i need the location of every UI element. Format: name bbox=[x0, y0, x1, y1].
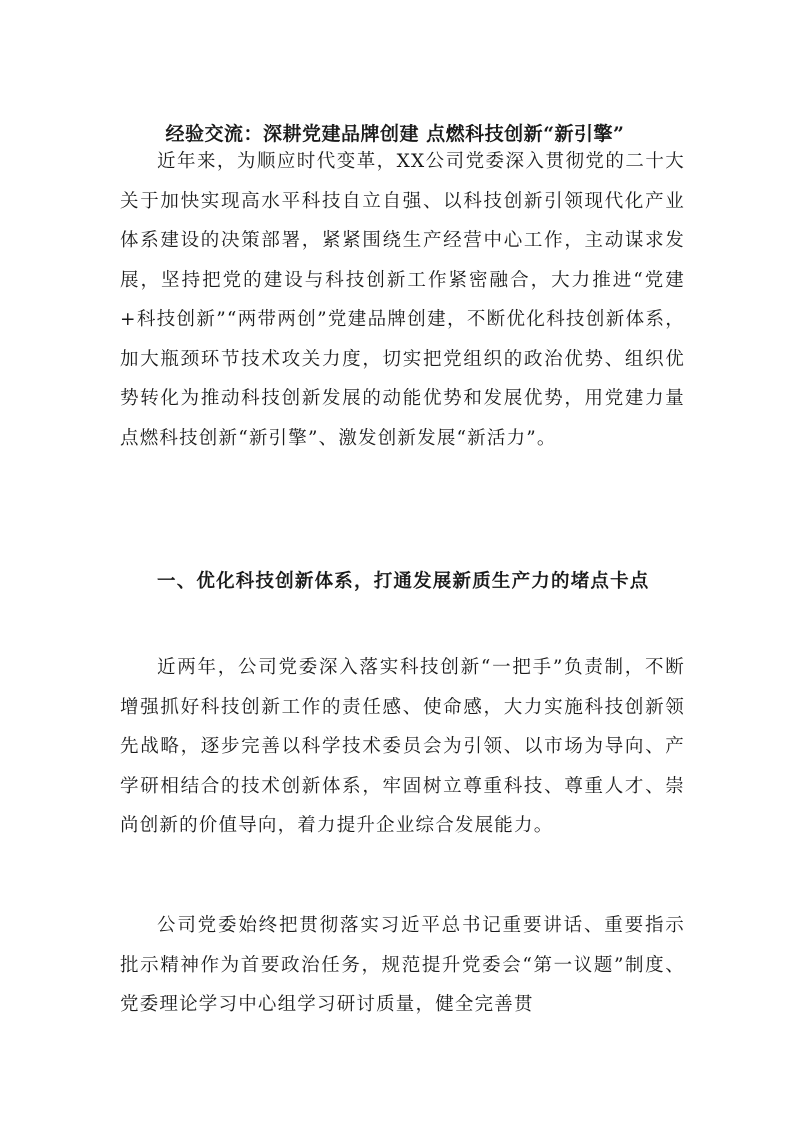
body-paragraph: 近两年，公司党委深入落实科技创新“一把手”负责制，不断增强抓好科技创新工作的责任感、使命感，大力实施科技创新领先战略，逐步完善以科学技术委员会为引领、以市场为导向、产学研相结合的技术创新体系，牢固树立尊重科技、尊重人才、崇尚创新的价值导向，着力提升企业综合发展能力。 bbox=[120, 657, 685, 836]
intro-paragraph: 近年来，为顺应时代变革，XX公司党委深入贯彻党的二十大关于加快实现高水平科技自立自强、以科技创新引领现代化产业体系建设的决策部署，紧紧围绕生产经营中心工作，主动谋求发展，坚持把党的建设与科技创新工作紧密融合，大力推进“党建+科技创新”“两带两创”党建品牌创建，不断优化科技创新体系，加大瓶颈环节技术攻关力度，切实把党组织的政治优势、组织优势转化为推动科技创新发展的动能优势和发展优势，用党建力量点燃科技创新“新引擎”、激发创新发展“新活力”。 bbox=[120, 151, 685, 449]
section-heading: 一、优化科技创新体系，打通发展新质生产力的堵点卡点 bbox=[157, 571, 650, 592]
document-title: 经验交流：深耕党建品牌创建 点燃科技创新“新引擎” bbox=[165, 123, 625, 145]
body-paragraph: 公司党委始终把贯彻落实习近平总书记重要讲话、重要指示批示精神作为首要政治任务，规范提升党委会“第一议题”制度、党委理论学习中心组学习研讨质量，健全完善贯 bbox=[120, 915, 685, 1015]
